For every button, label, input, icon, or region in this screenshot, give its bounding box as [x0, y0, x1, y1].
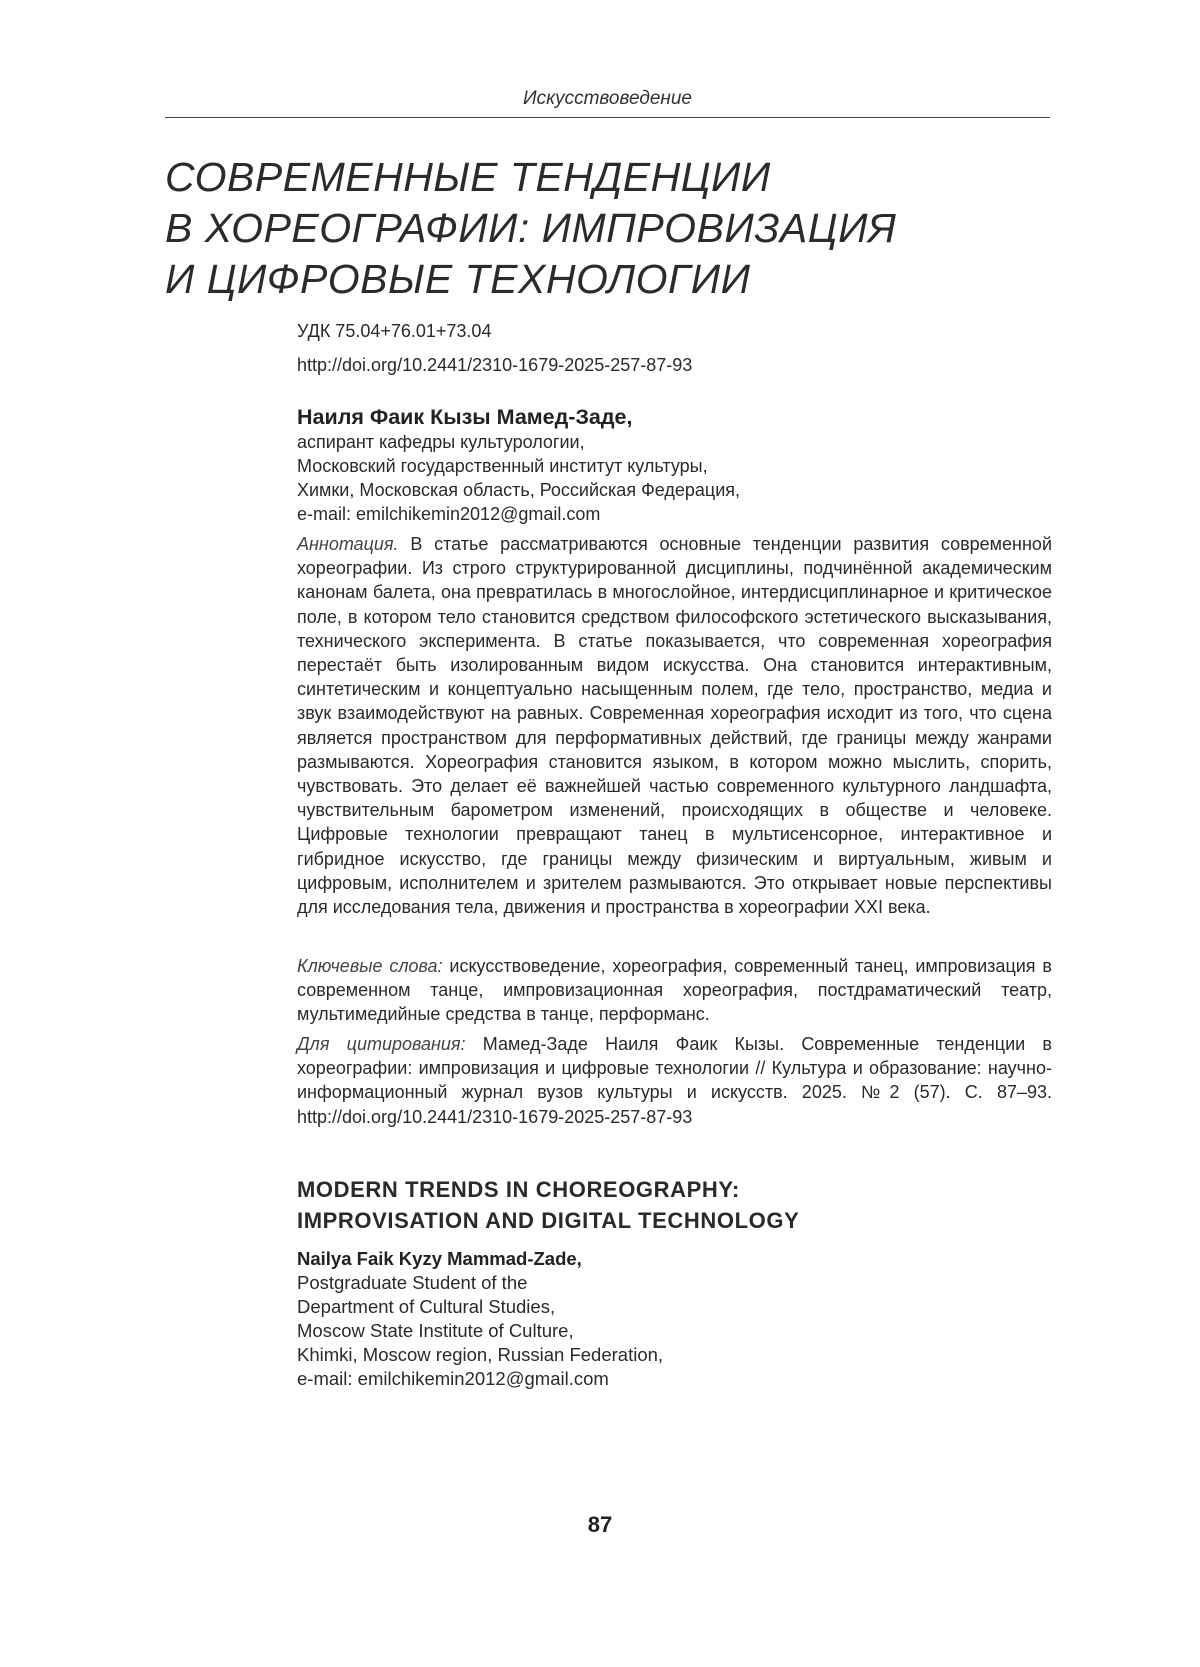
english-author-name: Nailya Faik Kyzy Mammad-Zade, [297, 1248, 582, 1269]
article-title [165, 152, 1065, 305]
doi-link[interactable]: http://doi.org/10.2441/2310-1679-2025-257-87-93 [297, 355, 693, 375]
author-email: e-mail: emilchikemin2012@gmail.com [297, 504, 601, 524]
english-title-line: IMPROVISATION AND DIGITAL TECHNOLOGY [297, 1208, 800, 1233]
english-author-block [297, 1247, 1052, 1391]
header-rule [165, 117, 1050, 118]
page-number: 87 [587, 1512, 613, 1537]
english-affiliation-line: Khimki, Moscow region, Russian Federation, [297, 1344, 664, 1365]
author-block [297, 404, 1052, 526]
title-line: И ЦИФРОВЫЕ ТЕХНОЛОГИИ [165, 256, 751, 302]
english-title [297, 1174, 1052, 1236]
english-affiliation-line: Moscow State Institute of Culture, [297, 1320, 574, 1341]
title-line: СОВРЕМЕННЫЕ ТЕНДЕНЦИИ [165, 154, 771, 200]
abstract [297, 532, 1052, 919]
keywords-label: Ключевые слова: [297, 956, 443, 976]
abstract-label: Аннотация. [297, 534, 399, 554]
citation-text: Мамед-Заде Наиля Фаик Кызы. Современные тенденции в хореографии: импровизация и цифровые технологии // Культура и образование: научно-информационный журнал вузов культуры и искусств. 2025. №2 (57). С. 87–93. http://doi.org/10.2441/2310-1679-2025-257-87-93 [297, 1034, 1052, 1127]
citation-label: Для цитирования: [297, 1034, 466, 1054]
author-affiliation-line: Химки, Московская область, Российская Федерация, [297, 480, 741, 500]
english-author-email: e-mail: emilchikemin2012@gmail.com [297, 1368, 609, 1389]
english-affiliation-line: Department of Cultural Studies, [297, 1296, 556, 1317]
keywords-text: искусствоведение, хореография, современный танец, импровизация в современном танце, импровизационная хореография, постдраматический театр, мультимедийные средства в танце, перформанс. [297, 956, 1052, 1025]
author-affiliation-line: аспирант кафедры культурологии, [297, 432, 585, 452]
english-affiliation-line: Postgraduate Student of the [297, 1272, 528, 1293]
citation [297, 1032, 1052, 1129]
english-title-line: MODERN TRENDS IN CHOREOGRAPHY: [297, 1177, 740, 1202]
abstract-text: В статье рассматриваются основные тенденции развития современной хореографии. Из строго структурированной дисциплины, подчинённой академическим канонам балета, она превратилась в многослойное, интердисциплинарное и критическое поле, в котором тело становится средством философского эстетического высказывания, технического эксперимента. В статье показывается, что современная хореография перестаёт быть изолированным видом искусства. Она становится интерактивным, синтетическим и концептуально насыщенным полем, где тело, пространство, медиа и звук взаимодействуют на равных. Современная хореография исходит из того, что сцена является пространством для перформативных действий, где границы между жанрами размываются. Хореография становится языком, в котором можно мыслить, спорить, чувствовать. Это делает её важнейшей частью современного культурного ландшафта, чувствительным барометром изменений, происходящих в обществе и человеке. Цифровые технологии превращают танец в мультисенсорное, интерактивное и гибридное искусство, где границы между физическим и виртуальным, живым и цифровым, исполнителем и зрителем размываются. Это открывает новые перспективы для исследования тела, движения и пространства в хореографии XXI века. [297, 534, 1052, 918]
author-affiliation-line: Московский государственный институт культуры, [297, 456, 708, 476]
udk-code: УДК 75.04+76.01+73.04 [297, 321, 492, 341]
title-line: В ХОРЕОГРАФИИ: ИМПРОВИЗАЦИЯ [165, 205, 897, 251]
running-head: Искусствоведение [523, 88, 692, 109]
author-name: Наиля Фаик Кызы Мамед-Заде, [297, 405, 633, 429]
keywords [297, 954, 1052, 1027]
